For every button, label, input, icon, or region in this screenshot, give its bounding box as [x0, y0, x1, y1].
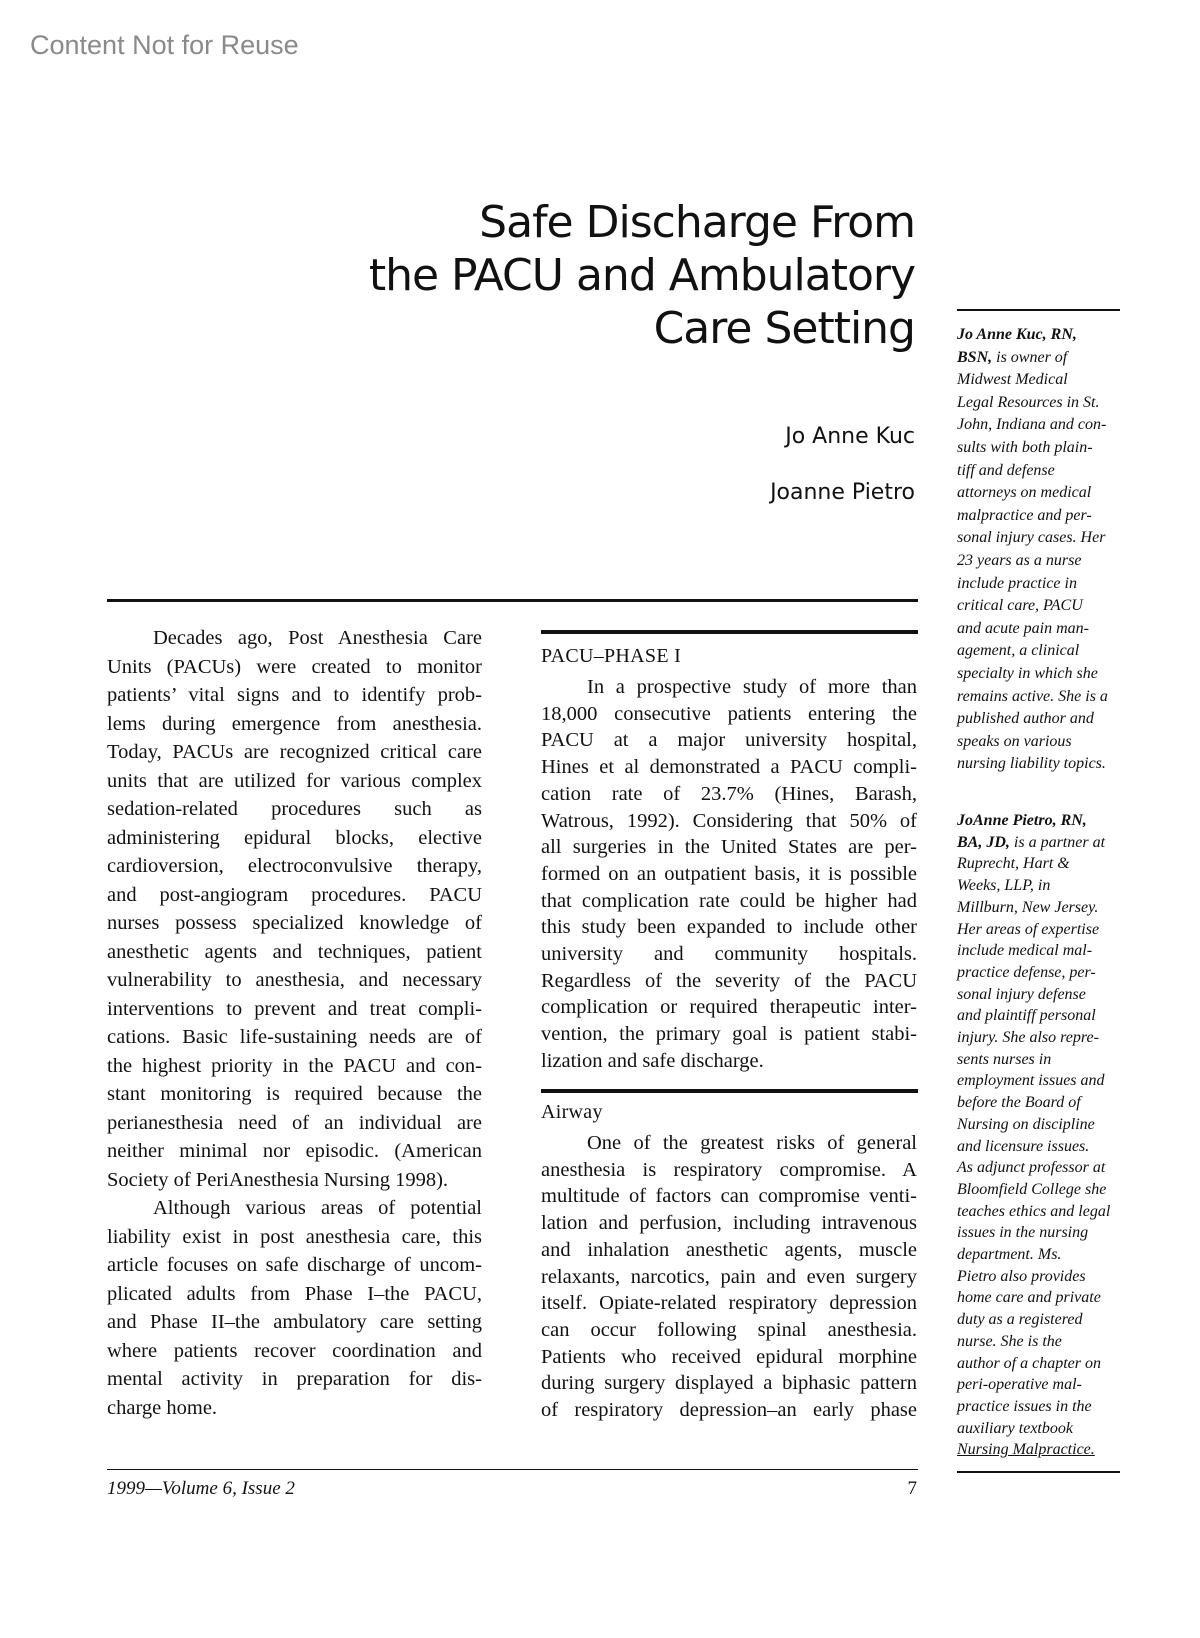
divider [541, 630, 918, 634]
text-line: peri-operative mal- [957, 1376, 1082, 1394]
text-line: multitude of factors can compromise venti- [541, 1185, 917, 1208]
text-line: Regardless of the severity of the PACU [541, 969, 917, 992]
text-line: Her areas of expertise [957, 920, 1100, 938]
text-line: during surgery displayed a biphasic pattern [541, 1372, 917, 1395]
text-line: sedation-related procedures such as [107, 798, 482, 820]
divider [957, 1471, 1120, 1473]
text-line: sults with both plain- [957, 439, 1093, 456]
text-line: lization and safe discharge. [541, 1049, 764, 1072]
text-line: 18,000 consecutive patients entering the [541, 702, 917, 725]
text-line: critical care, PACU [957, 597, 1083, 615]
title-line: Safe Discharge From [479, 197, 915, 248]
text-line: specialty in which she [957, 665, 1098, 682]
text-line: this study been expanded to include other [541, 916, 917, 939]
section-heading: PACU–PHASE I [541, 645, 682, 667]
text-line: nurses possess specialized knowledge of [107, 912, 482, 934]
text-line: vention, the primary goal is patient stabi- [541, 1023, 917, 1046]
text-line: agement, a clinical [957, 642, 1080, 660]
text-line: Hines et al demonstrated a PACU compli- [541, 756, 917, 779]
text-line: Units (PACUs) were created to monitor [107, 655, 482, 678]
text-line: mental activity in preparation for dis- [107, 1368, 482, 1390]
divider [541, 1089, 918, 1093]
text-line: vulnerability to anesthesia, and necessary [107, 969, 482, 991]
text-line: Watrous, 1992). Considering that 50% of [541, 809, 917, 832]
text-line: auxiliary textbook [957, 1419, 1073, 1437]
text-line: the highest priority in the PACU and con- [107, 1054, 482, 1077]
text-line: Society of PeriAnesthesia Nursing 1998). [107, 1168, 449, 1191]
text-line [957, 1441, 1120, 1459]
divider [107, 599, 918, 602]
text-line: Today, PACUs are recognized critical care [107, 741, 482, 763]
text-line: sents nurses in [957, 1050, 1052, 1068]
text-line: malpractice and per- [957, 506, 1092, 524]
text-line: patients’ vital signs and to identify prob- [107, 684, 482, 706]
article-title [369, 196, 915, 355]
text-line: Weeks, LLP, in [957, 877, 1051, 895]
text-line: and licensure issues. [957, 1137, 1090, 1155]
text-line: remains active. She is a [957, 687, 1108, 705]
title-line: the PACU and Ambulatory [368, 250, 915, 301]
text-line: lems during emergence from anesthesia. [107, 712, 482, 735]
text-line: home care and private [957, 1289, 1101, 1307]
text-line: employment issues and [957, 1072, 1105, 1090]
text-line: liability exist in post anesthesia care, this [107, 1225, 482, 1248]
text-line: author of a chapter on [957, 1354, 1101, 1372]
text-line: duty as a registered [957, 1311, 1083, 1329]
text-line: charge home. [107, 1396, 218, 1419]
text-line: administering epidural blocks, elective [107, 826, 482, 849]
author-credential: Jo Anne Kuc, RN, [957, 326, 1077, 343]
text-line: speaks on various [957, 732, 1072, 750]
text-line: university and community hospitals. [541, 943, 917, 965]
text-line [957, 349, 1120, 367]
text-line: Bloomfield College she [957, 1180, 1107, 1198]
text-line: sonal injury defense [957, 985, 1086, 1003]
book-title: Nursing Malpractice. [957, 1441, 1095, 1459]
watermark: Content Not for Reuse [30, 30, 299, 60]
text-line [957, 834, 1120, 852]
text-line: and inhalation anesthetic agents, muscle [541, 1238, 917, 1261]
text-line: formed on an outpatient basis, it is possible [541, 862, 917, 885]
text-line: cation rate of 23.7% (Hines, Barash, [541, 782, 917, 805]
text-line: itself. Opiate-related respiratory depression [541, 1292, 917, 1315]
text-line: stant monitoring is required because the [107, 1083, 482, 1105]
text-line: Pietro also provides [957, 1267, 1086, 1285]
text-line: perianesthesia need of an individual are [107, 1111, 482, 1134]
author-credential: BSN, [957, 348, 993, 366]
text-line: before the Board of [957, 1094, 1081, 1112]
text-line: nursing liability topics. [957, 755, 1106, 773]
text-line: can occur following spinal anesthesia. [541, 1318, 917, 1341]
text-line: and plaintiff personal [957, 1007, 1096, 1025]
text-line: In a prospective study of more than [587, 676, 917, 698]
text-line: all surgeries in the United States are per- [541, 836, 917, 859]
text-line: neither minimal nor episodic. (American [107, 1140, 482, 1162]
text-line: tiff and defense [957, 461, 1055, 479]
text-line: cations. Basic life-sustaining needs are of [107, 1026, 482, 1048]
text-line: anesthesia is respiratory compromise. A [541, 1158, 917, 1181]
text-line: practice issues in the [957, 1397, 1092, 1415]
text-line: Legal Resources in St. [957, 393, 1100, 411]
text-line: teaches ethics and legal [957, 1202, 1111, 1220]
text-line: attorneys on medical [957, 484, 1092, 502]
page-number: 7 [907, 1478, 917, 1499]
text-line: include medical mal- [957, 942, 1093, 960]
text-line: published author and [957, 710, 1094, 728]
text-line: department. Ms. [957, 1246, 1062, 1263]
text-line [957, 326, 1120, 344]
author-credential: BA, JD, [957, 833, 1010, 851]
text-line: Millburn, New Jersey. [957, 898, 1099, 916]
text-line: practice defense, per- [957, 963, 1096, 981]
author-name: Jo Anne Kuc [785, 424, 915, 449]
section-heading: Airway [541, 1101, 603, 1123]
text-line: Nursing on discipline [957, 1115, 1095, 1133]
text-line: include practice in [957, 574, 1077, 592]
text-line: interventions to prevent and treat compli- [107, 997, 482, 1020]
bio-text: is a partner at [1009, 833, 1106, 851]
text-line: Midwest Medical [957, 371, 1068, 389]
text-line: that complication rate could be higher had [541, 889, 917, 912]
issue-info: 1999—Volume 6, Issue 2 [107, 1478, 295, 1499]
text-line: Ruprecht, Hart & [957, 855, 1070, 873]
text-line: and acute pain man- [957, 619, 1089, 637]
bio-text: is owner of [992, 348, 1068, 366]
text-line: article focuses on safe discharge of uncom- [107, 1254, 482, 1276]
text-line [957, 812, 1120, 830]
text-line: complication or required therapeutic inter- [541, 996, 917, 1019]
text-line: anesthetic agents and techniques, patient [107, 940, 482, 963]
divider [957, 309, 1120, 311]
text-line: Although various areas of potential [153, 1197, 482, 1219]
footer-divider [107, 1469, 918, 1470]
text-line: of respiratory depression–an early phase [541, 1399, 917, 1421]
text-line: sonal injury cases. Her [957, 529, 1106, 547]
text-line: Patients who received epidural morphine [541, 1345, 917, 1368]
text-line: One of the greatest risks of general [587, 1132, 917, 1154]
text-line: relaxants, narcotics, pain and even surgery [541, 1265, 917, 1288]
text-line: plicated adults from Phase I–the PACU, [107, 1282, 482, 1305]
text-line: injury. She also repre- [957, 1029, 1099, 1046]
author-name: Joanne Pietro [770, 480, 915, 505]
text-line: and post-angiogram procedures. PACU [107, 883, 482, 906]
text-line: PACU at a major university hospital, [541, 729, 917, 752]
title-line: Care Setting [653, 303, 915, 354]
text-line: and Phase II–the ambulatory care setting [107, 1311, 482, 1333]
text-line: As adjunct professor at [957, 1159, 1106, 1177]
text-line: issues in the nursing [957, 1224, 1089, 1242]
text-line: lation and perfusion, including intravenous [541, 1212, 917, 1235]
text-line: units that are utilized for various complex [107, 769, 482, 792]
text-line: where patients recover coordination and [107, 1339, 482, 1362]
text-line: 23 years as a nurse [957, 552, 1082, 569]
text-line: cardioversion, electroconvulsive therapy, [107, 855, 482, 877]
text-line: nurse. She is the [957, 1332, 1062, 1350]
text-line: John, Indiana and con- [957, 416, 1107, 434]
author-credential: JoAnne Pietro, RN, [957, 812, 1087, 829]
text-line: Decades ago, Post Anesthesia Care [153, 627, 482, 649]
